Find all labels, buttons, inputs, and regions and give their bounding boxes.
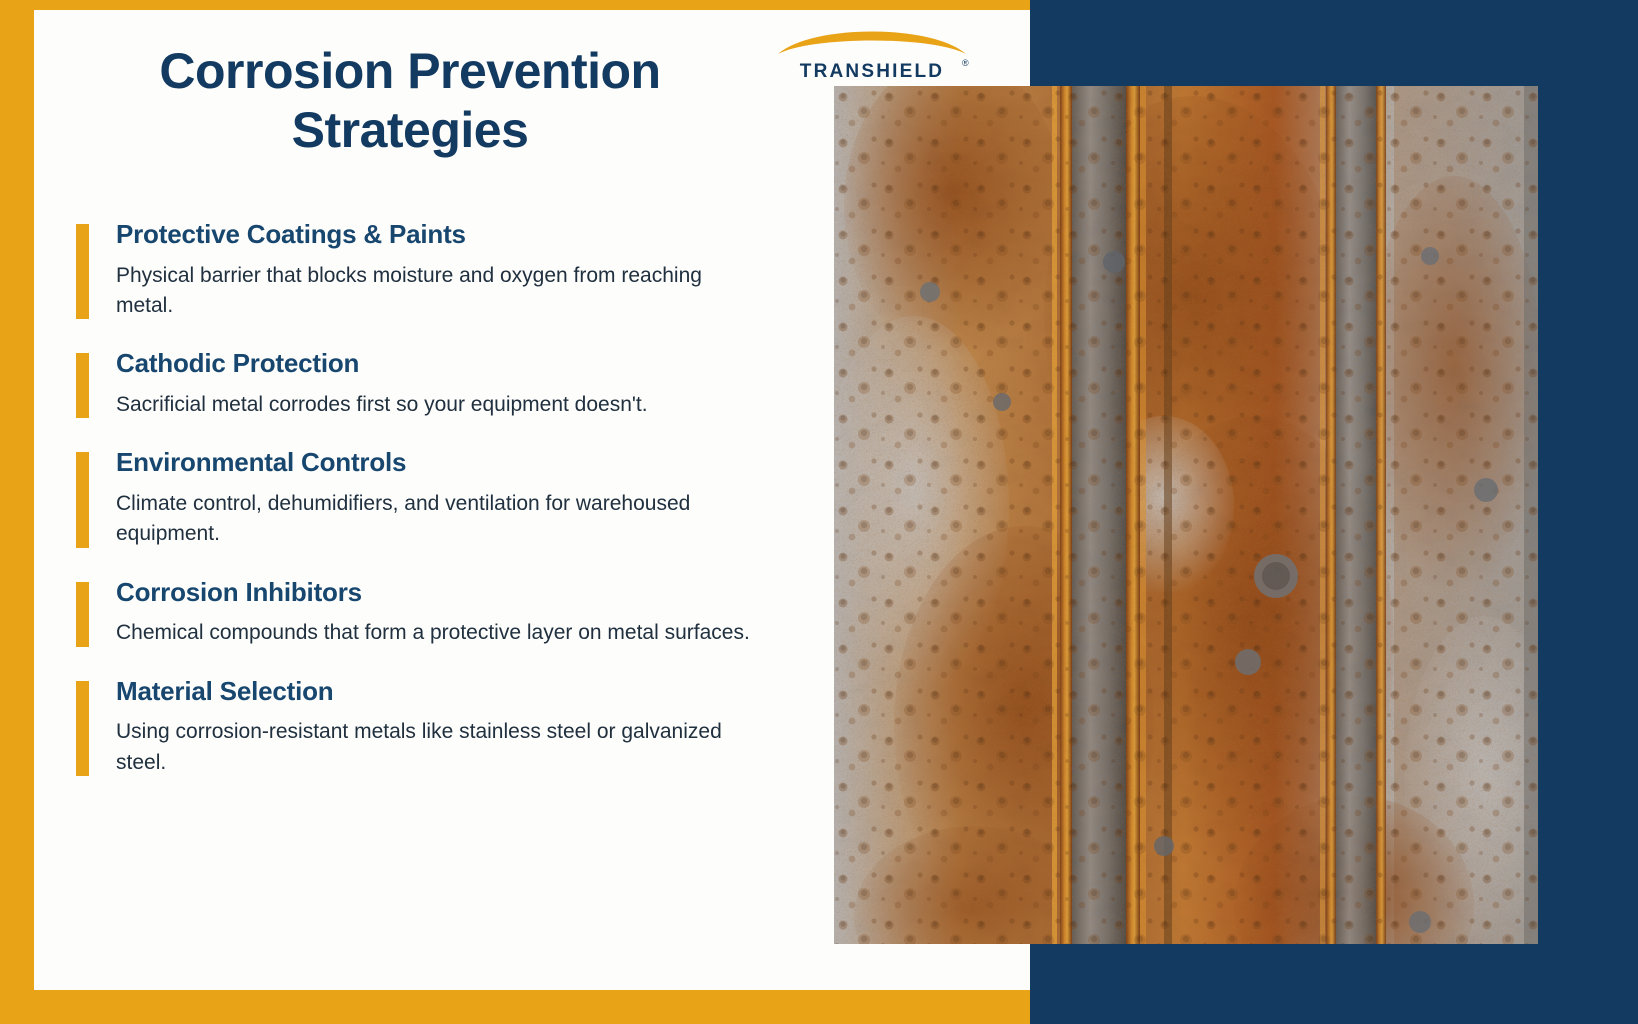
gold-top-bar xyxy=(0,0,1030,10)
list-item-description: Climate control, dehumidifiers, and ventilation for warehoused equipment. xyxy=(116,491,691,546)
list-item-title: Material Selection xyxy=(116,675,334,706)
list-item xyxy=(76,675,776,778)
list-item xyxy=(76,446,776,549)
list-item-title: Protective Coatings & Paints xyxy=(116,219,466,249)
list-item-description: Sacrificial metal corrodes first so your equipment doesn't. xyxy=(116,392,648,416)
accent-bar xyxy=(76,452,89,547)
accent-bar xyxy=(76,681,89,776)
accent-bar xyxy=(76,353,89,418)
list-item-title: Corrosion Inhibitors xyxy=(116,576,362,607)
svg-text:TRANSHIELD: TRANSHIELD xyxy=(799,61,945,82)
gold-left-bar xyxy=(0,0,34,1024)
accent-bar xyxy=(76,582,89,647)
gold-bottom-bar xyxy=(0,990,1030,1024)
svg-text:®: ® xyxy=(962,58,969,68)
strategy-list xyxy=(76,218,776,778)
list-item xyxy=(76,218,776,321)
page-title: Corrosion Prevention Strategies xyxy=(159,43,661,158)
list-item-title: Cathodic Protection xyxy=(116,348,360,379)
list-item-description: Physical barrier that blocks moisture and oxygen from reaching metal. xyxy=(116,263,702,317)
transhield-logo xyxy=(772,26,972,84)
list-item-title: Environmental Controls xyxy=(116,447,407,478)
list-item-description: Chemical compounds that form a protective layer on metal surfaces. xyxy=(116,621,750,645)
rusted-metal-photo xyxy=(834,86,1538,944)
rusted-metal-photo-canvas xyxy=(834,86,1538,944)
list-item-description: Using corrosion-resistant metals like stainless steel or galvanized steel. xyxy=(116,720,722,774)
list-item xyxy=(76,347,776,420)
list-item xyxy=(76,576,776,649)
accent-bar xyxy=(76,224,89,319)
